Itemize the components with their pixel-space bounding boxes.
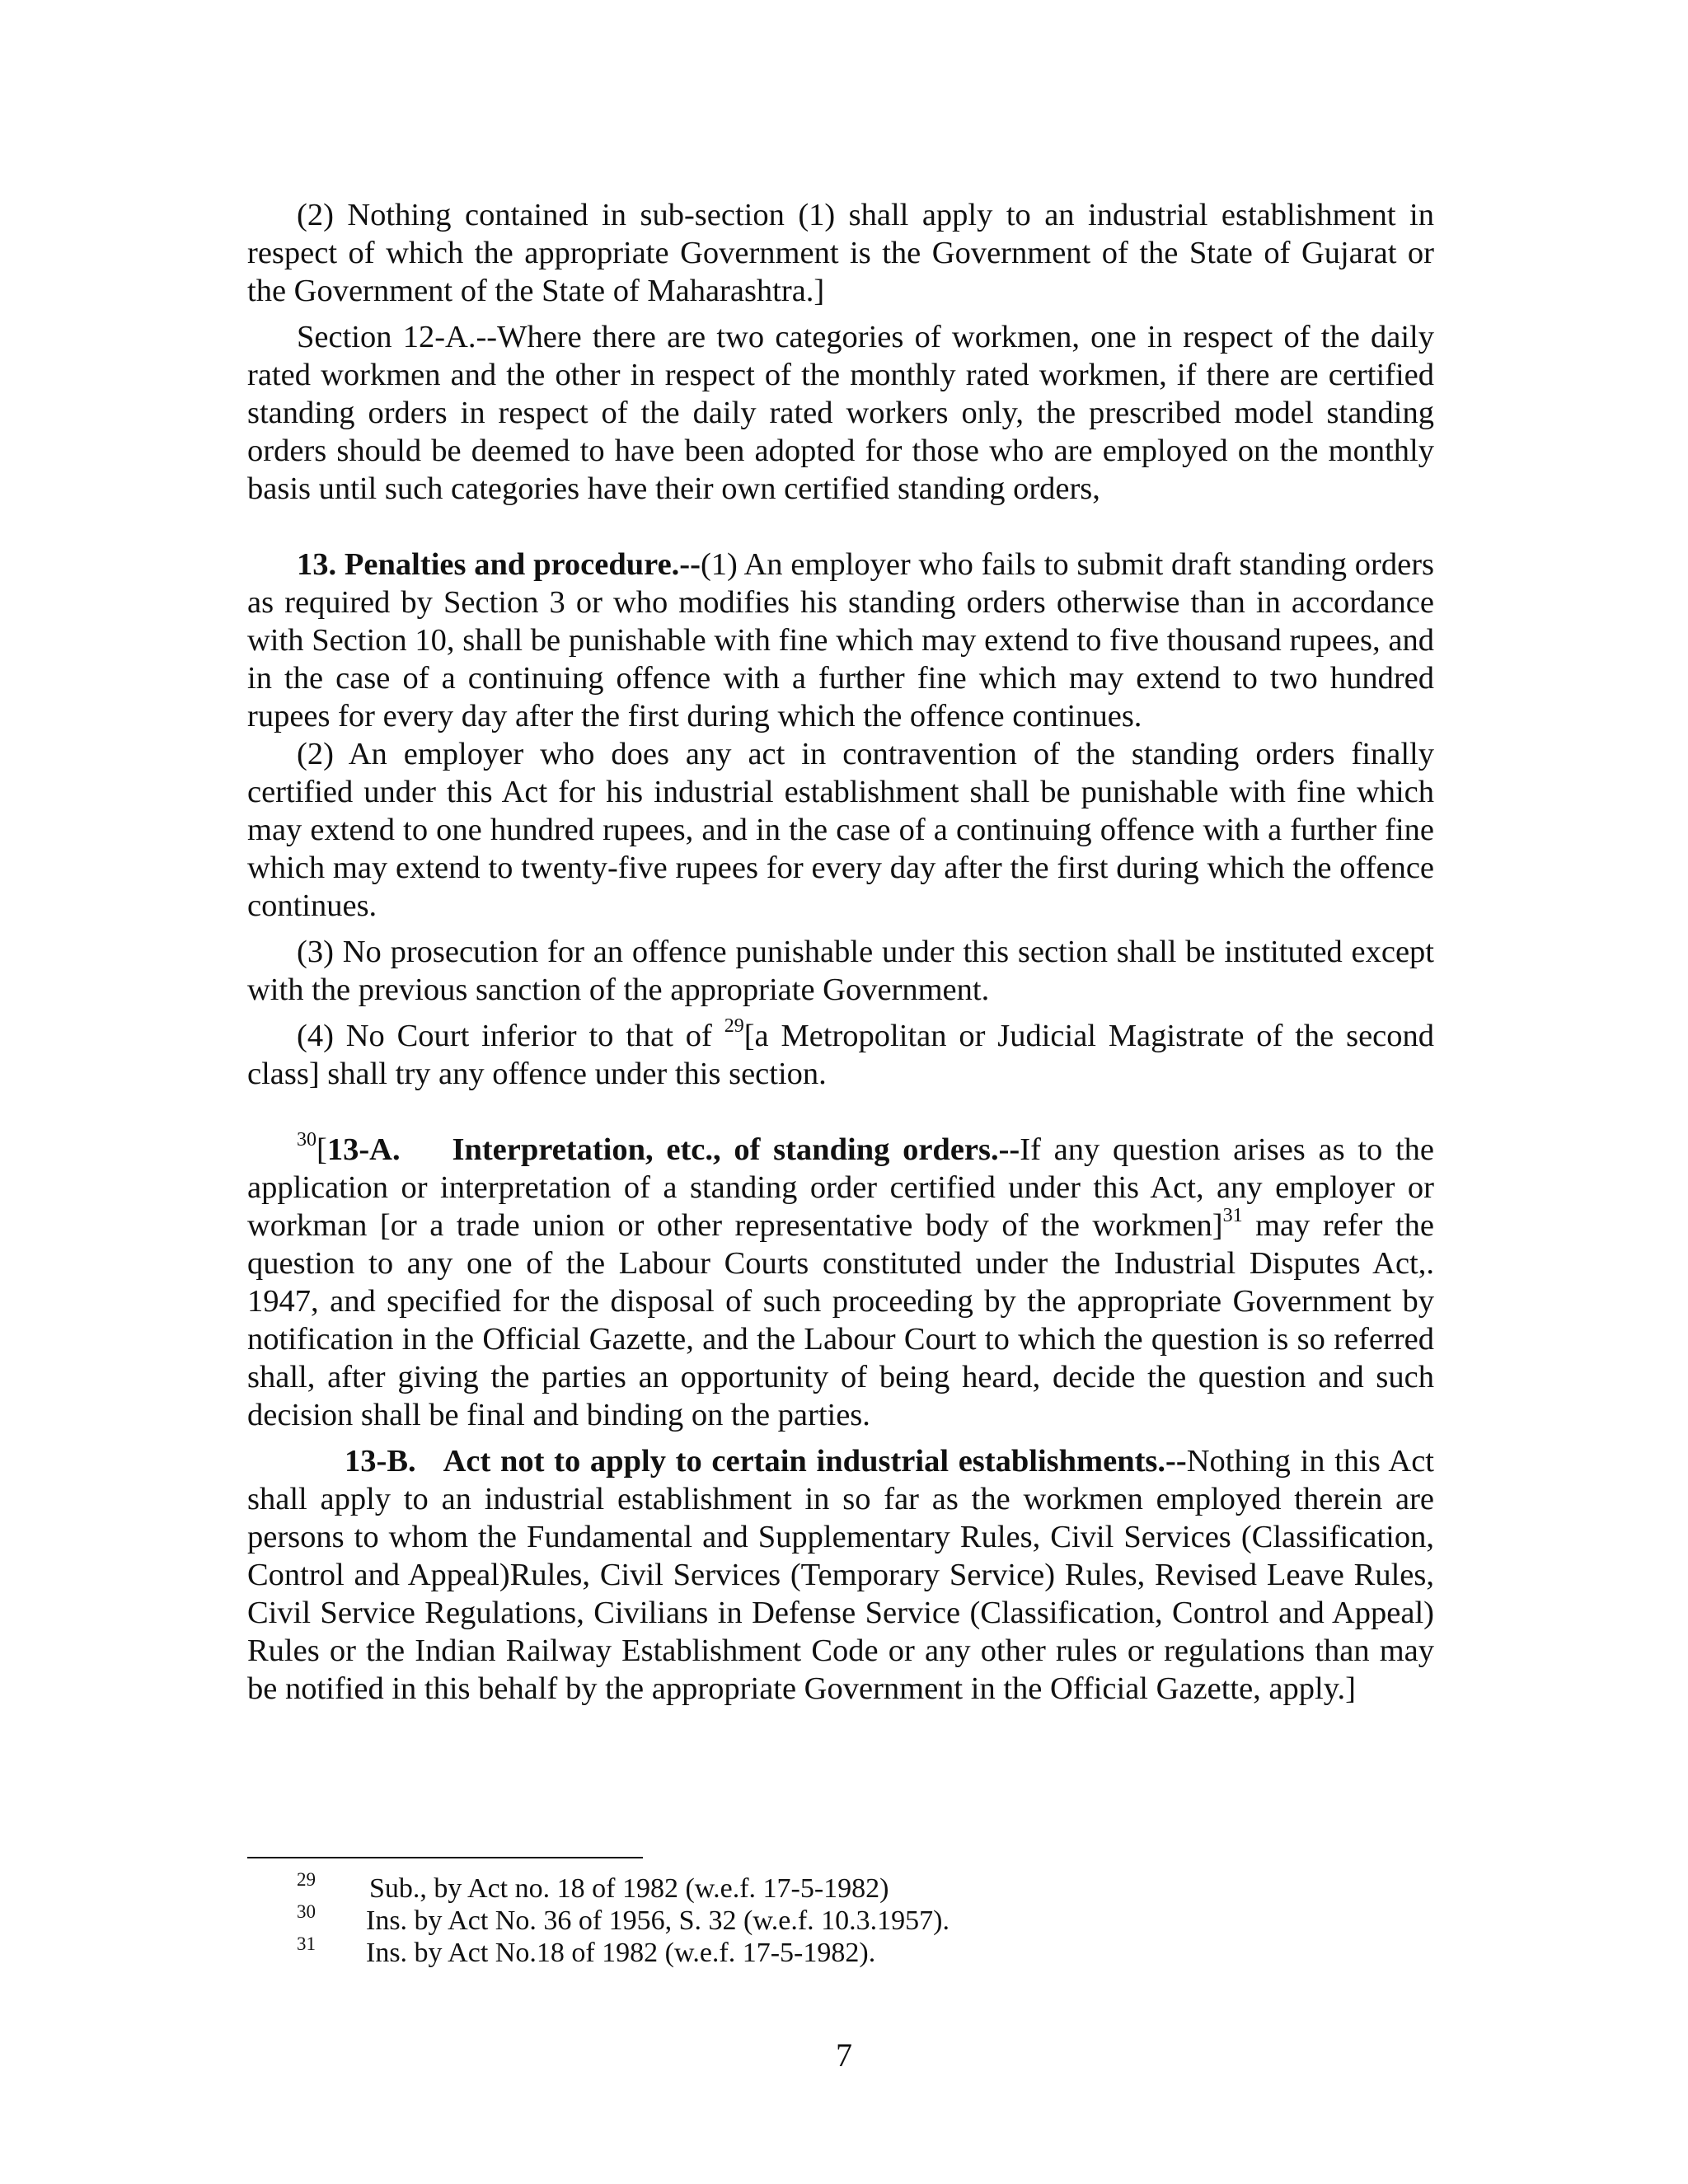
paragraph-section-13-2: (2) An employer who does any act in contravention of the standing orders finally certified under this Act for his industrial establishment shall be punishable with fine which may extend to one hundred rupees, and in the case of a continuing offence with a further fine which may extend to twenty-five rupees for every day after the first during which the offence continues. — [247, 737, 1434, 923]
section-13-heading: 13. Penalties and procedure.-- — [297, 547, 701, 582]
document-body — [247, 196, 1434, 1708]
footnote-number: 29 — [297, 1869, 316, 1890]
footnote-ref-29[interactable]: 29 — [724, 1015, 744, 1037]
section-13a-bracket: [ — [316, 1132, 327, 1167]
footnote-text: Ins. by Act No. 36 of 1956, S. 32 (w.e.f. 10.3.1957). — [366, 1905, 950, 1936]
paragraph-12-2: (2) Nothing contained in sub-section (1) shall apply to an industrial establishment in respect of which the appropriate Government is the Government of the State of Gujarat or the Government of the State of Maharashtra.] — [247, 198, 1434, 308]
footnote-ref-30[interactable]: 30 — [297, 1129, 316, 1151]
footnote-text: Sub., by Act no. 18 of 1982 (w.e.f. 17-5-1982) — [369, 1873, 889, 1904]
paragraph-section-13-1 — [247, 546, 1434, 735]
paragraph-section-13b — [247, 1442, 1434, 1708]
footnote-number: 30 — [297, 1901, 316, 1922]
paragraph-section-12a: Section 12-A.--Where there are two categories of workmen, one in respect of the daily rated workmen and the other in respect of the monthly rated workmen, if there are certified standing orders in respect of the daily rated workers only, the prescribed model standing orders should be deemed to have been adopted for those who are employed on the monthly basis until such categories have their own certified standing orders, — [247, 320, 1434, 506]
footnote-divider — [247, 1857, 643, 1858]
section-13b-heading: 13-B. Act not to apply to certain industrial establishments.-- — [345, 1444, 1187, 1479]
paragraph-section-13-3: (3) No prosecution for an offence punishable under this section shall be instituted except with the previous sanction of the appropriate Government. — [247, 935, 1434, 1007]
section-13-1-text: (1) An employer who fails to submit draft standing orders as required by Section 3 or who modifies his standing orders otherwise than in accordance with Section 10, shall be punishable with fine which may extend to five thousand rupees, and in the case of a continuing offence with a further fine which may extend to two hundred rupees for every day after the first during which the offence continues. — [247, 547, 1434, 733]
section-13a-heading: 13-A. Interpretation, etc., of standing orders.-- — [326, 1132, 1020, 1167]
footnote-30 — [247, 1901, 1236, 1937]
section-13-4-pre: (4) No Court inferior to that of — [297, 1019, 724, 1053]
footnote-text: Ins. by Act No.18 of 1982 (w.e.f. 17-5-1982). — [366, 1938, 876, 1968]
footnote-ref-31[interactable]: 31 — [1222, 1205, 1243, 1226]
section-13-4-post: [a Metropolitan or Judicial Magistrate of the second class] shall try any offence under this section. — [247, 1019, 1434, 1091]
paragraph-section-13a — [247, 1131, 1434, 1434]
footnote-number: 31 — [297, 1933, 316, 1954]
footnote-31 — [247, 1933, 1236, 1969]
section-13a-text-1: If any question arises as to the application or interpretation of a standing order certified under this Act, any employer or workman [or a trade union or other representative body of the workmen] — [247, 1132, 1435, 1243]
section-13a-text-2: may refer the question to any one of the Labour Courts constituted under the Industrial Disputes Act,. 1947, and specified for the disposal of such proceeding by the appropriate Government by notification in the Official Gazette, and the Labour Court to which the question is so referred shall, after giving the parties an opportunity of being heard, decide the question and such decision shall be final and binding on the parties. — [247, 1208, 1434, 1432]
footnotes — [247, 1869, 1236, 1969]
paragraph-section-13-4 — [247, 1017, 1434, 1093]
page-number: 7 — [836, 2036, 852, 2074]
footnote-29 — [247, 1869, 1236, 1905]
section-13b-text: Nothing in this Act shall apply to an industrial establishment in so far as the workmen employed therein are persons to whom the Fundamental and Supplementary Rules, Civil Services (Classification, Control and Appeal)Rules, Civil Services (Temporary Service) Rules, Revised Leave Rules, Civil Service Regulations, Civilians in Defense Service (Classification, Control and Appeal) Rules or the Indian Railway Establishment Code or any other rules or regulations than may be notified in this behalf by the appropriate Government in the Official Gazette, apply.] — [247, 1444, 1435, 1706]
